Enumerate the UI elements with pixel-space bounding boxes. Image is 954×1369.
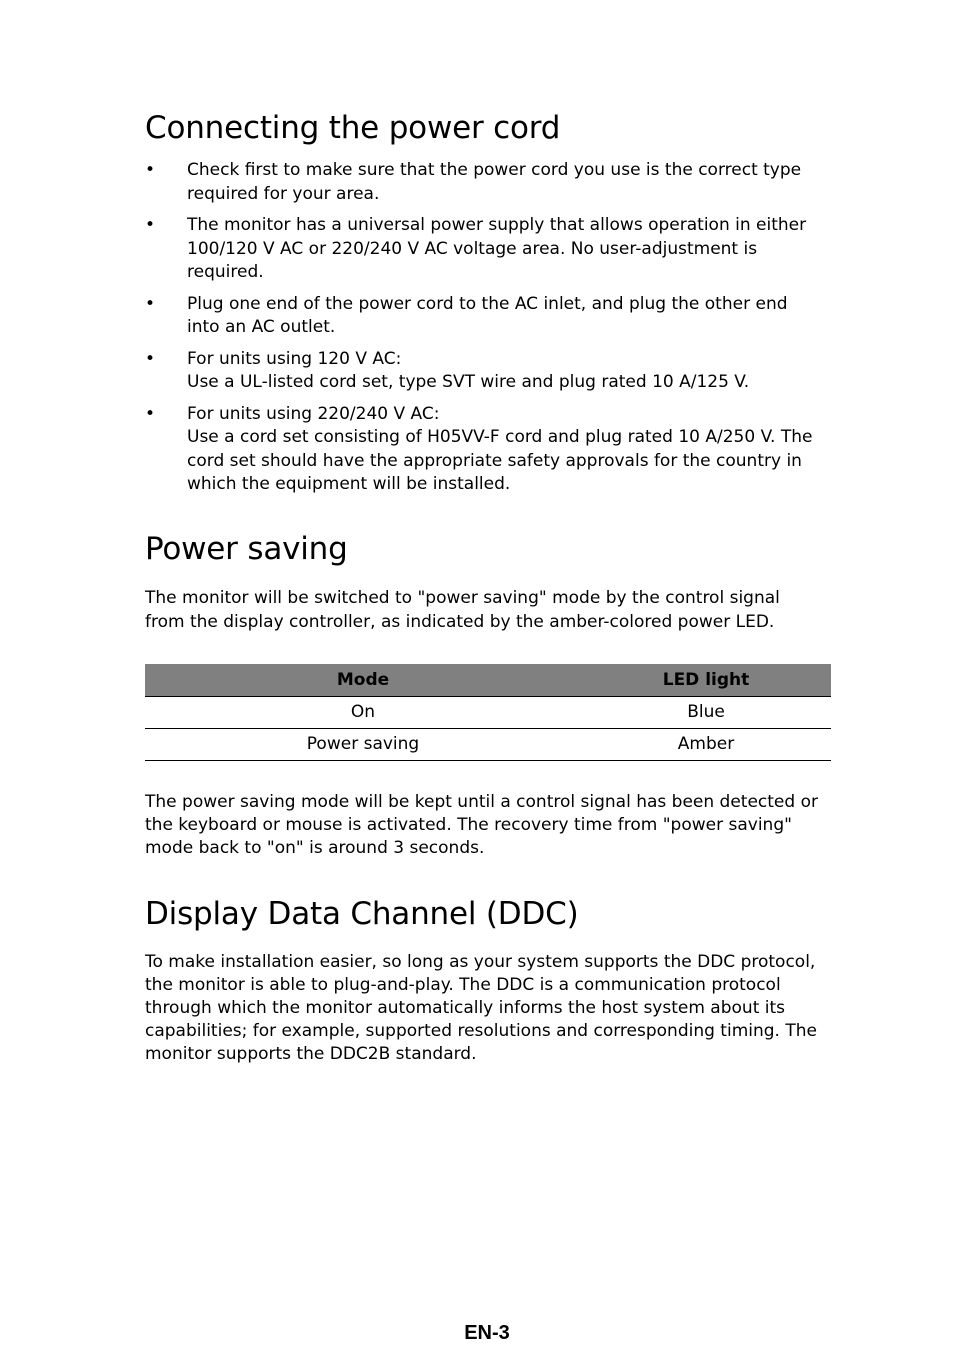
paragraph-line: The monitor will be switched to "power saving" mode by the control signal	[145, 587, 780, 608]
table-cell-led: Blue	[581, 696, 831, 728]
bullet-line: required for your area.	[187, 183, 380, 204]
paragraph-line: the monitor is able to plug-and-play. The DDC is a communication protocol	[145, 975, 781, 996]
paragraph-line: through which the monitor automatically informs the host system about its	[145, 998, 786, 1019]
column-header-led-light: LED light	[581, 664, 831, 697]
table-row	[145, 728, 831, 760]
table-cell-mode: On	[145, 696, 581, 728]
bullet-item	[145, 159, 831, 206]
bullet-icon: •	[145, 293, 156, 314]
table-header-row	[145, 664, 831, 697]
bullet-icon: •	[145, 348, 156, 369]
bullet-icon: •	[145, 160, 156, 181]
paragraph-line: from the display controller, as indicated by the amber-colored power LED.	[145, 611, 775, 632]
bullet-line: Check first to make sure that the power cord you use is the correct type	[187, 160, 802, 181]
bullet-icon: •	[145, 403, 156, 424]
bullet-line: Plug one end of the power cord to the AC inlet, and plug the other end	[187, 293, 788, 314]
bullet-line: Use a cord set consisting of H05VV-F cord and plug rated 10 A/250 V. The	[187, 427, 813, 448]
power-saving-outro	[145, 791, 831, 860]
paragraph-line: To make installation easier, so long as your system supports the DDC protocol,	[145, 952, 816, 973]
bullet-line: required.	[187, 262, 264, 283]
table-row	[145, 696, 831, 728]
bullet-item	[145, 214, 831, 285]
manual-page	[145, 110, 831, 1066]
bullet-item	[145, 293, 831, 340]
paragraph-line: capabilities; for example, supported resolutions and corresponding timing. The	[145, 1021, 817, 1042]
bullet-line: For units using 120 V AC:	[187, 348, 402, 369]
bullet-line: which the equipment will be installed.	[187, 474, 511, 495]
bullet-line: For units using 220/240 V AC:	[187, 403, 440, 424]
power-saving-intro	[145, 586, 831, 634]
bullet-line: cord set should have the appropriate safety approvals for the country in	[187, 450, 802, 471]
bullet-line: 100/120 V AC or 220/240 V AC voltage area. No user-adjustment is	[187, 238, 758, 259]
power-saving-table	[145, 664, 831, 761]
section-title-power-cord: Connecting the power cord	[145, 110, 561, 146]
power-cord-bullet-list	[145, 159, 831, 497]
table-cell-mode: Power saving	[145, 728, 581, 760]
bullet-line: into an AC outlet.	[187, 317, 336, 338]
table-cell-led: Amber	[581, 728, 831, 760]
section-title-power-saving: Power saving	[145, 530, 348, 567]
bullet-item	[145, 403, 831, 497]
paragraph-line: monitor supports the DDC2B standard.	[145, 1044, 477, 1065]
bullet-line: The monitor has a universal power supply that allows operation in either	[187, 215, 807, 236]
section-title-ddc: Display Data Channel (DDC)	[145, 895, 579, 932]
page-number: EN-3	[464, 1322, 510, 1344]
column-header-mode: Mode	[145, 664, 581, 697]
bullet-icon: •	[145, 215, 156, 236]
bullet-line: Use a UL-listed cord set, type SVT wire and plug rated 10 A/125 V.	[187, 372, 750, 393]
paragraph-line: mode back to "on" is around 3 seconds.	[145, 837, 485, 858]
paragraph-line: The power saving mode will be kept until a control signal has been detected or	[145, 791, 818, 812]
ddc-paragraph	[145, 951, 831, 1066]
paragraph-line: the keyboard or mouse is activated. The recovery time from "power saving"	[145, 814, 792, 835]
bullet-item	[145, 348, 831, 395]
